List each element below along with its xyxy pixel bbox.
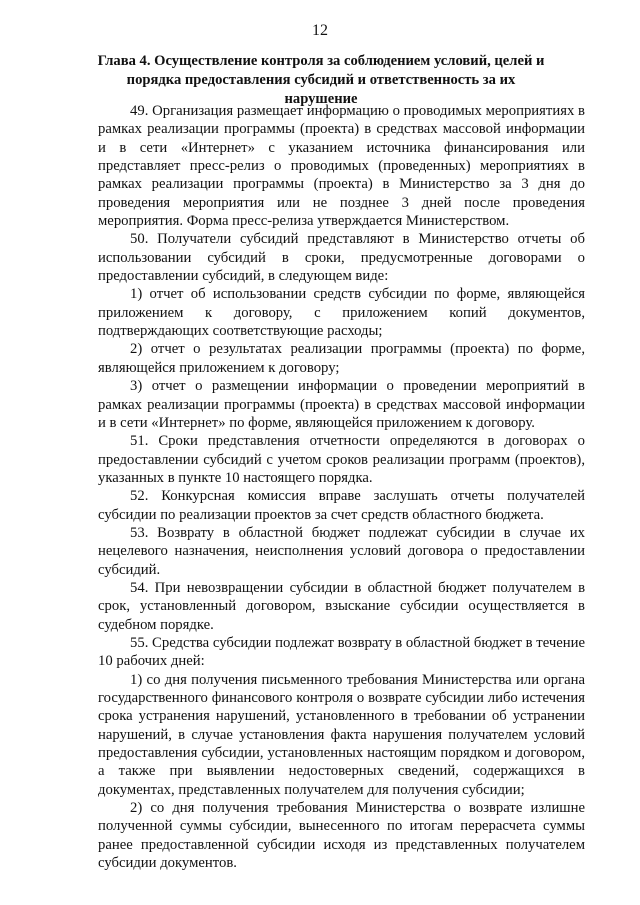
paragraph-55-item-1: 1) со дня получения письменного требования Министерства или органа государственного финансового контроля о возврате субсидии либо истечения срока устранения нарушений, установленного в требовании об устранении нарушений, в случае установления факта нарушения получателем условий предоставления субсидии, установленных настоящим порядком и договором, а также при выявлении недостоверных сведений, содержащихся в документах, представленных получателем для получения субсидии; <box>98 671 585 798</box>
paragraph-50-item-1: 1) отчет об использовании средств субсидии по форме, являющейся приложением к договору, с приложением копий документов, подтверждающих соответствующие расходы; <box>98 286 585 340</box>
document-body <box>98 102 585 872</box>
paragraph-50-item-2: 2) отчет о результатах реализации программы (проекта) по форме, являющейся приложением к договору; <box>98 341 585 376</box>
paragraph-55: 55. Средства субсидии подлежат возврату в областной бюджет в течение 10 рабочих дней: <box>98 634 585 670</box>
paragraph-55-item-2: 2) со дня получения требования Министерства о возврате излишне полученной суммы субсидии, вынесенного по итогам перерасчета суммы ранее предоставленной субсидии исходя из представленных получателем субсидии документов. <box>98 800 585 872</box>
chapter-title: Глава 4. Осуществление контроля за соблюдением условий, целей и порядка предоставления субсидий и ответственность за их нарушение <box>97 53 545 107</box>
paragraph-50-item-3: 3) отчет о размещении информации о проведении мероприятий в рамках реализации программы (проекта) в средствах массовой информации и в сети «Интернет» по форме, являющейся приложением к договору. <box>98 378 585 431</box>
paragraph-52: 52. Конкурсная комиссия вправе заслушать отчеты получателей субсидии по реализации проектов за счет средств областного бюджета. <box>98 488 585 523</box>
paragraph-54: 54. При невозвращении субсидии в областной бюджет получателем в срок, установленный договором, взыскание субсидии осуществляется в судебном порядке. <box>98 579 585 633</box>
page-number: 12 <box>312 22 328 39</box>
paragraph-51: 51. Сроки представления отчетности определяются в договорах о предоставлении субсидий с учетом сроков реализации программ (проектов), указанных в пункте 10 настоящего порядка. <box>98 433 585 486</box>
paragraph-49: 49. Организация размещает информацию о проводимых мероприятиях в рамках реализации программы (проекта) в средствах массовой информации и в сети «Интернет» с указанием источника финансирования или представляет пресс-релиз о проводимых (проведенных) мероприятиях в рамках реализации программы (проекта) в Министерство за 3 дня до проведения мероприятия или не позднее 3 дней после проведения мероприятия. Форма пресс-релиза утверждается Министерством. <box>98 103 585 230</box>
paragraph-50: 50. Получатели субсидий представляют в Министерство отчеты об использовании субсидий в сроки, предусмотренные договорами о предоставлении субсидий, в следующем виде: <box>98 231 585 285</box>
paragraph-53: 53. Возврату в областной бюджет подлежат субсидии в случае их нецелевого назначения, неисполнения условий договора о предоставлении субсидий. <box>98 524 585 578</box>
